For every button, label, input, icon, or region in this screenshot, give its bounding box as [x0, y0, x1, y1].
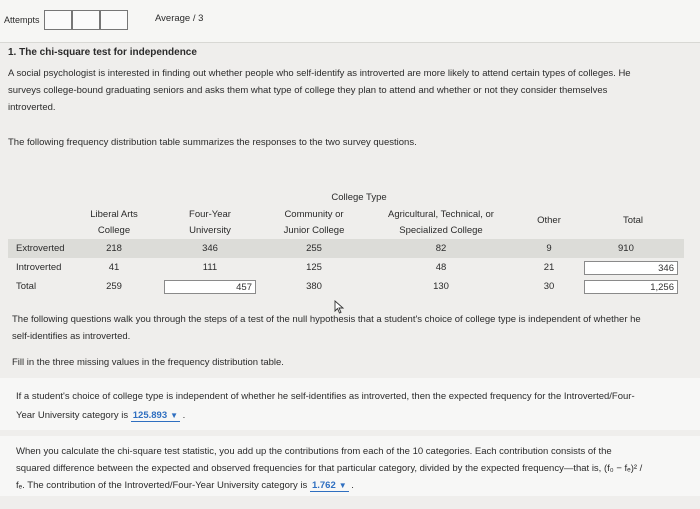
table-cell: 346 [158, 239, 262, 258]
four-year-total-input[interactable]: 457 [164, 280, 256, 294]
question-title: 1. The chi-square test for independence [8, 47, 197, 58]
table-cell: 255 [262, 239, 366, 258]
table-cell: 30 [543, 281, 555, 292]
table-row-extroverted [8, 239, 684, 258]
col-header-agricultural: Agricultural, Technical, or Specialized College [388, 209, 494, 236]
attempt-indicator-2 [72, 10, 100, 30]
table-cell: 48 [435, 262, 447, 273]
fill-instruction: Fill in the three missing values in the frequency distribution table. [12, 357, 284, 368]
grand-total-input[interactable]: 1,256 [584, 280, 678, 294]
table-cell: 21 [543, 262, 555, 273]
col-header-community: Community or Junior College [283, 209, 345, 236]
chi-line-2: squared difference between the expected and observed frequencies for that particular category, divided by the expected frequency—that is, (f₀ − fₑ)² / [16, 463, 643, 474]
table-intro: The following frequency distribution table summarizes the responses to the two survey questions. [8, 137, 417, 148]
row-label: Total [16, 281, 37, 292]
chi-line-1: When you calculate the chi-square test statistic, you add up the contributions from each of the 10 categories. Each contribution consists of the [16, 446, 612, 457]
walkthrough-line-1: The following questions walk you through the steps of a test of the null hypothesis that a student's choice of college type is independent of whether he [12, 314, 641, 325]
dropdown-arrow-icon: ▼ [338, 481, 347, 490]
row-label: Introverted [16, 262, 62, 273]
chi-line-3: fₑ. The contribution of the Introverted/Four-Year University category is 1.762 ▼ . [16, 480, 354, 491]
table-cell: 41 [108, 262, 120, 273]
intro-line-3: introverted. [8, 102, 56, 113]
table-row-introverted [8, 258, 684, 277]
average-label: Average / 3 [155, 13, 204, 24]
frequency-table [8, 185, 684, 296]
col-header-liberal-arts: Liberal Arts College [90, 209, 138, 236]
table-cell: 910 [582, 239, 684, 258]
attempt-indicator-3 [100, 10, 128, 30]
expected-line-1: If a student's choice of college type is independent of whether he self-identifies as introverted, then the expected frequency for the Introverted/Four- [16, 391, 635, 402]
table-cell: 218 [70, 239, 158, 258]
table-cell: 380 [306, 281, 322, 292]
attempt-indicator-1 [44, 10, 72, 30]
college-type-header: College Type [331, 192, 387, 203]
row-label: Extroverted [8, 239, 70, 258]
introverted-total-input[interactable]: 346 [584, 261, 678, 275]
attempts-label: Attempts [4, 15, 40, 25]
col-header-total: Total [622, 215, 644, 226]
walkthrough-line-2: self-identifies as introverted. [12, 331, 131, 342]
col-header-other: Other [537, 215, 561, 226]
chi-contribution-dropdown[interactable]: 1.762 ▼ [311, 480, 347, 491]
intro-line-1: A social psychologist is interested in finding out whether people who self-identify as introverted are more likely to attend certain types of colleges. He [8, 68, 631, 79]
table-cell: 9 [516, 239, 582, 258]
table-cell: 82 [366, 239, 516, 258]
table-row-total [8, 277, 684, 296]
intro-line-2: surveys college-bound graduating seniors and asks them what type of college they plan to attend and whether or not they consider themselves [8, 85, 608, 96]
expected-frequency-dropdown[interactable]: 125.893 ▼ [132, 410, 179, 421]
table-cell: 259 [106, 281, 122, 292]
table-cell: 111 [202, 262, 218, 273]
expected-line-2: Year University category is 125.893 ▼ . [16, 410, 186, 421]
table-cell: 125 [306, 262, 322, 273]
col-header-four-year: Four-Year University [189, 209, 231, 236]
table-cell: 130 [433, 281, 449, 292]
dropdown-arrow-icon: ▼ [170, 411, 179, 420]
